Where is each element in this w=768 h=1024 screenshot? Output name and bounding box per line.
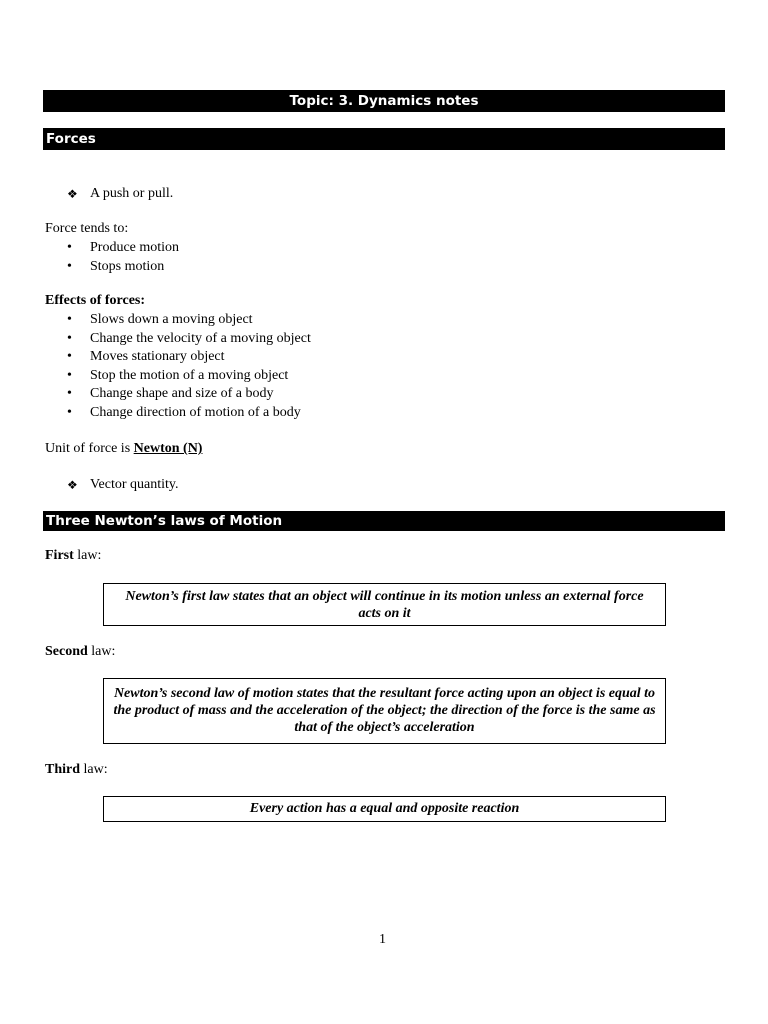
unit-of-force	[45, 440, 202, 458]
list-item	[67, 404, 311, 423]
page-title: Topic: 3. Dynamics notes	[289, 93, 479, 109]
section-header-newton	[43, 511, 725, 531]
bullet-icon	[67, 330, 83, 349]
list-item	[67, 367, 311, 386]
law-suffix: law:	[87, 644, 116, 659]
list-item-text: Stop the motion of a moving object	[90, 367, 289, 383]
list-item-text: Produce motion	[90, 240, 180, 255]
law-suffix: law:	[73, 548, 102, 563]
force-tends-intro: Force tends to:	[45, 221, 129, 236]
section-header-forces	[43, 128, 725, 150]
title-bar	[43, 90, 725, 112]
effects-heading	[45, 292, 145, 310]
section-title-newton: Three Newton’s laws of Motion	[46, 513, 283, 529]
second-law-label	[45, 643, 115, 661]
definition-list	[67, 185, 173, 204]
list-item	[67, 311, 311, 330]
unit-prefix: Unit of force is	[45, 441, 134, 456]
list-item-text: Stops motion	[90, 258, 165, 274]
list-item	[67, 348, 311, 367]
law-suffix: law:	[80, 762, 108, 777]
third-law-box	[103, 796, 666, 822]
section-title-forces: Forces	[46, 131, 96, 147]
list-item	[67, 330, 311, 349]
third-law-text: Every action has a equal and opposite reaction	[249, 801, 520, 816]
first-law-text: Newton’s first law states that an object will continue in its motion unless an external force acts on it	[125, 589, 644, 621]
list-item-text: Moves stationary object	[90, 349, 225, 365]
third-law-bold: Third	[45, 762, 81, 777]
vector-text: Vector quantity.	[90, 477, 179, 492]
second-law-bold: Second	[45, 644, 88, 659]
first-law-bold: First	[45, 548, 74, 563]
list-item-text: Change the velocity of a moving object	[90, 330, 311, 346]
unit-value: Newton (N)	[133, 441, 203, 456]
bullet-icon	[67, 348, 83, 367]
second-law-text: Newton’s second law of motion states that the resultant force acting upon an object is equal to the product of mass and the acceleration of the object; the direction of the force is the same as that of the object’s acceleration	[113, 686, 656, 735]
diamond-bullet-icon	[67, 476, 83, 496]
bullet-icon	[67, 239, 83, 258]
vector-list	[67, 476, 179, 495]
page-number: 1	[379, 932, 386, 947]
bullet-icon	[67, 385, 83, 404]
third-law-label	[45, 761, 108, 779]
second-law-box	[103, 678, 666, 744]
bullet-icon	[67, 258, 83, 277]
list-item	[67, 476, 179, 495]
definition-text: A push or pull.	[90, 186, 174, 201]
effects-list	[67, 311, 311, 423]
diamond-bullet-icon	[67, 185, 83, 205]
list-item-text: Change direction of motion of a body	[90, 404, 301, 420]
list-item	[67, 185, 173, 204]
list-item	[67, 239, 179, 258]
tends-list	[67, 239, 179, 276]
first-law-label	[45, 547, 101, 565]
list-item-text: Change shape and size of a body	[90, 386, 274, 402]
bullet-icon	[67, 311, 83, 330]
bullet-icon	[67, 404, 83, 423]
bullet-icon	[67, 367, 83, 386]
first-law-box	[103, 583, 666, 626]
list-item	[67, 258, 179, 277]
list-item	[67, 385, 311, 404]
list-item-text: Slows down a moving object	[90, 312, 253, 327]
effects-heading-text: Effects of forces:	[45, 293, 146, 308]
